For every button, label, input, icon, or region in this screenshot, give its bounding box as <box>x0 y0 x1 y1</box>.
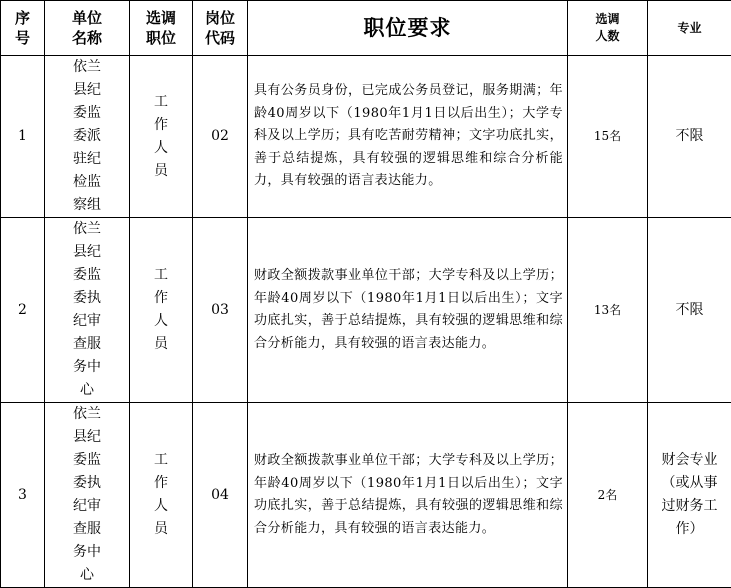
row-requirements: 财政全额拨款事业单位干部；大学专科及以上学历；年龄40周岁以下（1980年1月1日以后出生）；文字功底扎实，善于总结提炼，具有较强的逻辑思维和综合分析能力，具有较强的语言表达能力。 <box>248 403 568 588</box>
header-requirements: 职位要求 <box>248 1 568 56</box>
row-code: 02 <box>193 56 248 218</box>
row-major: 不限 <box>648 56 731 218</box>
row-requirements: 财政全额拨款事业单位干部；大学专科及以上学历；年龄40周岁以下（1980年1月1日以后出生）；文字功底扎实，善于总结提炼，具有较强的逻辑思维和综合分析能力，具有较强的语言表达能力。 <box>248 218 568 403</box>
table-row <box>1 56 731 218</box>
row-unit: 依兰县纪委监委执纪审查服务中心 <box>45 218 130 403</box>
row-seq: 1 <box>1 56 45 218</box>
table-header-row <box>1 1 731 56</box>
row-post: 工作人员 <box>130 403 193 588</box>
row-requirements: 具有公务员身份，已完成公务员登记，服务期满；年龄40周岁以下（1980年1月1日以后出生）；大学专科及以上学历；具有吃苦耐劳精神；文字功底扎实，善于总结提炼，具有较强的逻辑思维和综合分析能力，具有较强的语言表达能力。 <box>248 56 568 218</box>
header-code: 岗位代码 <box>193 1 248 56</box>
row-code: 03 <box>193 218 248 403</box>
row-unit: 依兰县纪委监委执纪审查服务中心 <box>45 403 130 588</box>
header-count: 选调人数 <box>568 1 648 56</box>
row-major: 不限 <box>648 218 731 403</box>
row-unit: 依兰县纪委监委派驻纪检监察组 <box>45 56 130 218</box>
row-post: 工作人员 <box>130 56 193 218</box>
header-post: 选调职位 <box>130 1 193 56</box>
row-count: 2名 <box>568 403 648 588</box>
row-post: 工作人员 <box>130 218 193 403</box>
row-seq: 3 <box>1 403 45 588</box>
row-code: 04 <box>193 403 248 588</box>
header-unit: 单位名称 <box>45 1 130 56</box>
row-major: 财会专业（或从事过财务工作） <box>648 403 731 588</box>
header-major: 专业 <box>648 1 731 56</box>
table-row <box>1 403 731 588</box>
row-count: 13名 <box>568 218 648 403</box>
row-seq: 2 <box>1 218 45 403</box>
row-count: 15名 <box>568 56 648 218</box>
table-row <box>1 218 731 403</box>
header-seq: 序号 <box>1 1 45 56</box>
